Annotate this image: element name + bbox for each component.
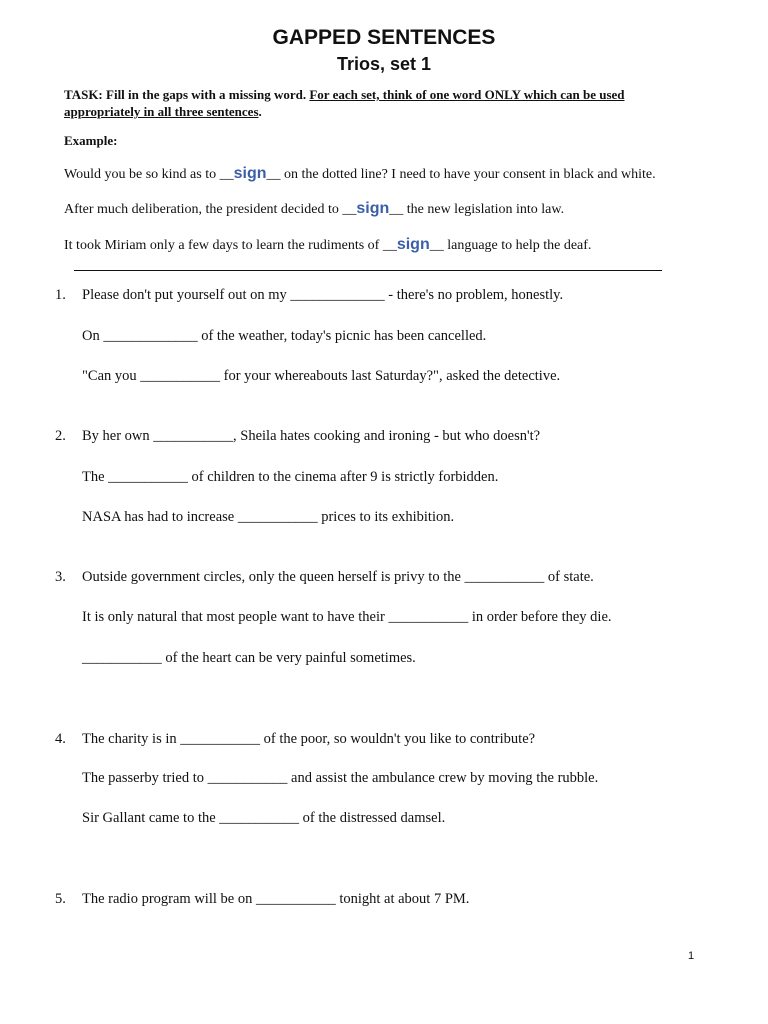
example-answer: sign — [356, 200, 390, 217]
gap-sentence: The radio program will be on ___________ tonight at about 7 PM. — [82, 891, 470, 907]
gap-sentence: ___________ of the heart can be very painful sometimes. — [82, 650, 416, 666]
example-before: It took Miriam only a few days to learn the rudiments of __ — [64, 238, 397, 253]
gap-sentence: Please don't put yourself out on my _____________ - there's no problem, honestly. — [82, 287, 564, 303]
example-before: After much deliberation, the president decided to __ — [64, 202, 357, 217]
example-sentence — [64, 165, 656, 183]
example-label: Example: — [64, 133, 118, 148]
gap-sentence: NASA has had to increase ___________ prices to its exhibition. — [82, 509, 455, 525]
item-number: 5. — [55, 891, 66, 907]
example-before: Would you be so kind as to __ — [64, 167, 234, 182]
page-subtitle: Trios, set 1 — [336, 54, 432, 74]
task-instructions — [64, 86, 674, 120]
item-number: 1. — [55, 287, 66, 303]
example-sentence — [64, 236, 591, 254]
gap-sentence: The charity is in ___________ of the poor, so wouldn't you like to contribute? — [82, 731, 536, 747]
example-answer: sign — [396, 236, 430, 253]
separator-line — [74, 270, 662, 271]
example-after: __ on the dotted line? I need to have your consent in black and white. — [266, 167, 656, 182]
example-after: __ the new legislation into law. — [389, 202, 565, 217]
task-underlined: For each set, think of one word ONLY which can be used appropriately in all three sentences — [64, 87, 625, 119]
task-suffix: . — [258, 104, 262, 119]
example-sentence — [64, 200, 564, 218]
example-after: __ language to help the deaf. — [429, 238, 592, 253]
item-number: 4. — [55, 731, 66, 747]
gap-sentence: The ___________ of children to the cinema after 9 is strictly forbidden. — [82, 469, 499, 485]
task-prefix: TASK: Fill in the gaps with a missing word. — [64, 87, 310, 102]
gap-sentence: Outside government circles, only the queen herself is privy to the ___________ of state. — [82, 569, 594, 585]
gap-sentence: On _____________ of the weather, today's picnic has been cancelled. — [82, 328, 487, 344]
gap-sentence: It is only natural that most people want to have their ___________ in order before they die. — [82, 609, 612, 625]
page-title: GAPPED SENTENCES — [272, 26, 496, 49]
example-answer: sign — [233, 165, 267, 182]
item-number: 2. — [55, 428, 66, 444]
gap-sentence: "Can you ___________ for your whereabouts last Saturday?", asked the detective. — [82, 368, 561, 384]
item-number: 3. — [55, 569, 66, 585]
gap-sentence: By her own ___________, Sheila hates cooking and ironing - but who doesn't? — [82, 428, 541, 444]
page-number: 1 — [688, 950, 695, 962]
gap-sentence: The passerby tried to ___________ and assist the ambulance crew by moving the rubble. — [82, 770, 599, 786]
gap-sentence: Sir Gallant came to the ___________ of the distressed damsel. — [82, 810, 446, 826]
